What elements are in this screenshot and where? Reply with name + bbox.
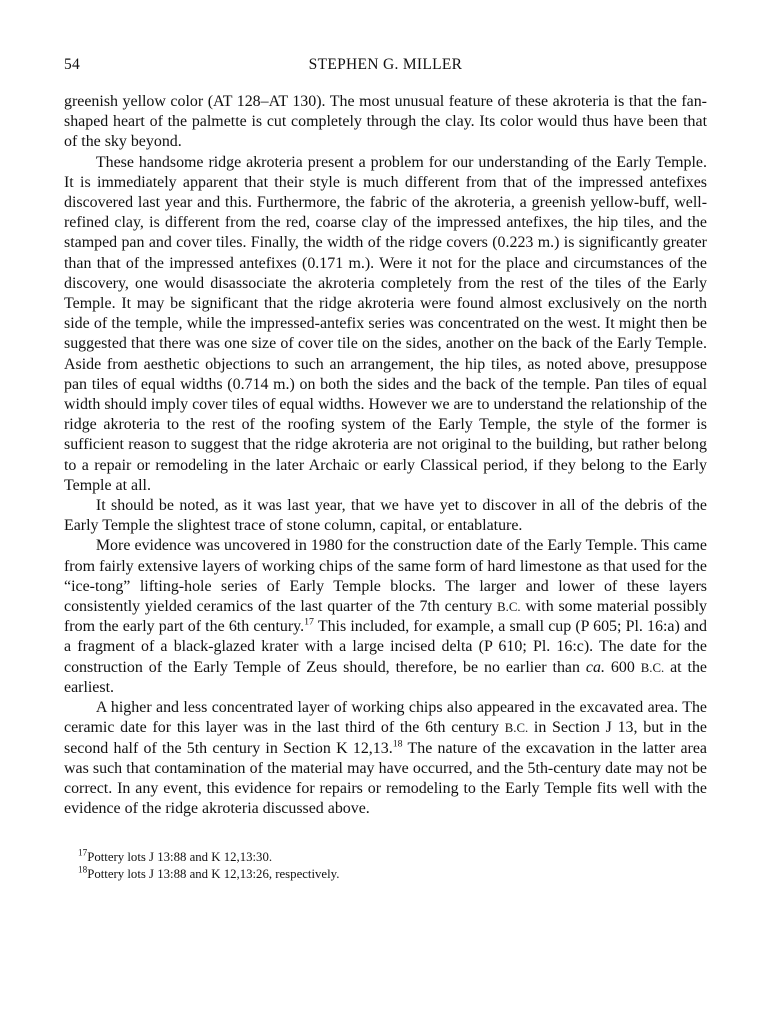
text-run: The nature of the excavation in the latter area was such that contamination of the material may have occurred, and the 5th-century date may not be correct. In any event, this evidence for repairs or remodeling to the Early Temple fits well with the evidence of the ridge akroteria discussed above. xyxy=(64,739,707,818)
text-run: with some material possibly from the early part of the 6th century. xyxy=(64,598,707,636)
text-run: A higher and less concentrated layer of working chips also appeared in the excavated area. The ceramic date for this layer was in the last third of the 6th century xyxy=(64,699,707,737)
footnote-ref-17[interactable]: 17 xyxy=(304,616,314,628)
footnote-18 xyxy=(78,866,707,883)
footnote-17 xyxy=(78,849,707,866)
circa-abbrev: ca. xyxy=(585,658,605,676)
footnote-text: Pottery lots J 13:88 and K 12,13:26, respectively. xyxy=(87,867,340,882)
text-run: More evidence was uncovered in 1980 for the construction date of the Early Temple. This came from fairly extensive layers of working chips of the same form of hard limestone as that used for the “ice-tong” lifting-hole series of Early Temple blocks. The larger and lower of these layers consistently yielded ceramics of the last quarter of the 7th century xyxy=(64,537,707,616)
footnote-text: Pottery lots J 13:88 and K 12,13:30. xyxy=(87,850,273,865)
paragraph-4 xyxy=(64,536,707,698)
footnote-ref-18[interactable]: 18 xyxy=(392,738,403,750)
footnote-mark: 18 xyxy=(78,865,88,876)
footnote-mark: 17 xyxy=(78,848,88,859)
paragraph-5 xyxy=(64,698,707,819)
era-abbrev: B.C. xyxy=(640,660,665,675)
paragraph-1: greenish yellow color (AT 128–AT 130). The most unusual feature of these akroteria is that the fan-shaped heart of the palmette is cut completely through the clay. Its color would thus have been that of the sky beyond. xyxy=(64,93,707,151)
paragraph-3: It should be noted, as it was last year, that we have yet to discover in all of the debris of the Early Temple the slightest trace of stone column, capital, or entablature. xyxy=(64,497,707,535)
text-run: at the earliest. xyxy=(64,658,707,696)
era-abbrev: B.C. xyxy=(504,721,529,736)
page-header xyxy=(64,56,707,78)
text-run: This included, for example, a small cup (P 605; Pl. 16:a) and a fragment of a black-glazed krater with a large incised delta (P 610; Pl. 16:c). The date for the construction of the Early Temple of Zeus should, therefore, be no earlier than xyxy=(64,618,707,676)
page xyxy=(64,56,707,883)
running-head: STEPHEN G. MILLER xyxy=(308,56,463,73)
era-abbrev: B.C. xyxy=(497,600,521,615)
text-run: in Section J 13, but in the second half of the 5th century in Section K 12,13. xyxy=(64,719,707,757)
body-text xyxy=(64,92,707,819)
text-run: 600 xyxy=(604,658,641,676)
paragraph-2: These handsome ridge akroteria present a problem for our understanding of the Early Temple. It is immediately apparent that their style is much different from that of the impressed antefixes discovered last year and this. Furthermore, the fabric of the akroteria, a greenish yellow-buff, well-refined clay, is different from the red, coarse clay of the impressed antefixes, the hip tiles, and the stamped pan and cover tiles. Finally, the width of the ridge covers (0.223 m.) is significantly greater than that of the impressed antefixes (0.171 m.). Were it not for the place and circumstances of the discovery, one would disassociate the akroteria completely from the rest of the tiles of the Early Temple. It may be significant that the ridge akroteria were found almost exclusively on the north side of the temple, while the impressed-antefix series was concentrated on the west. It might then be suggested that there was one size of cover tile on the sides, another on the back of the Early Temple. Aside from aesthetic objections to such an arrangement, the hip tiles, as noted above, presuppose pan tiles of equal widths (0.714 m.) on both the sides and the back of the temple. Pan tiles of equal width should imply cover tiles of equal widths. However we are to understand the relationship of the ridge akroteria to the rest of the roofing system of the Early Temple, the style of the former is sufficient reason to suggest that the ridge akroteria are not original to the building, but rather belong to a repair or remodeling in the later Archaic or early Classical period, if they belong to the Early Temple at all. xyxy=(64,153,707,494)
page-number: 54 xyxy=(64,56,81,73)
footnotes xyxy=(78,849,707,883)
